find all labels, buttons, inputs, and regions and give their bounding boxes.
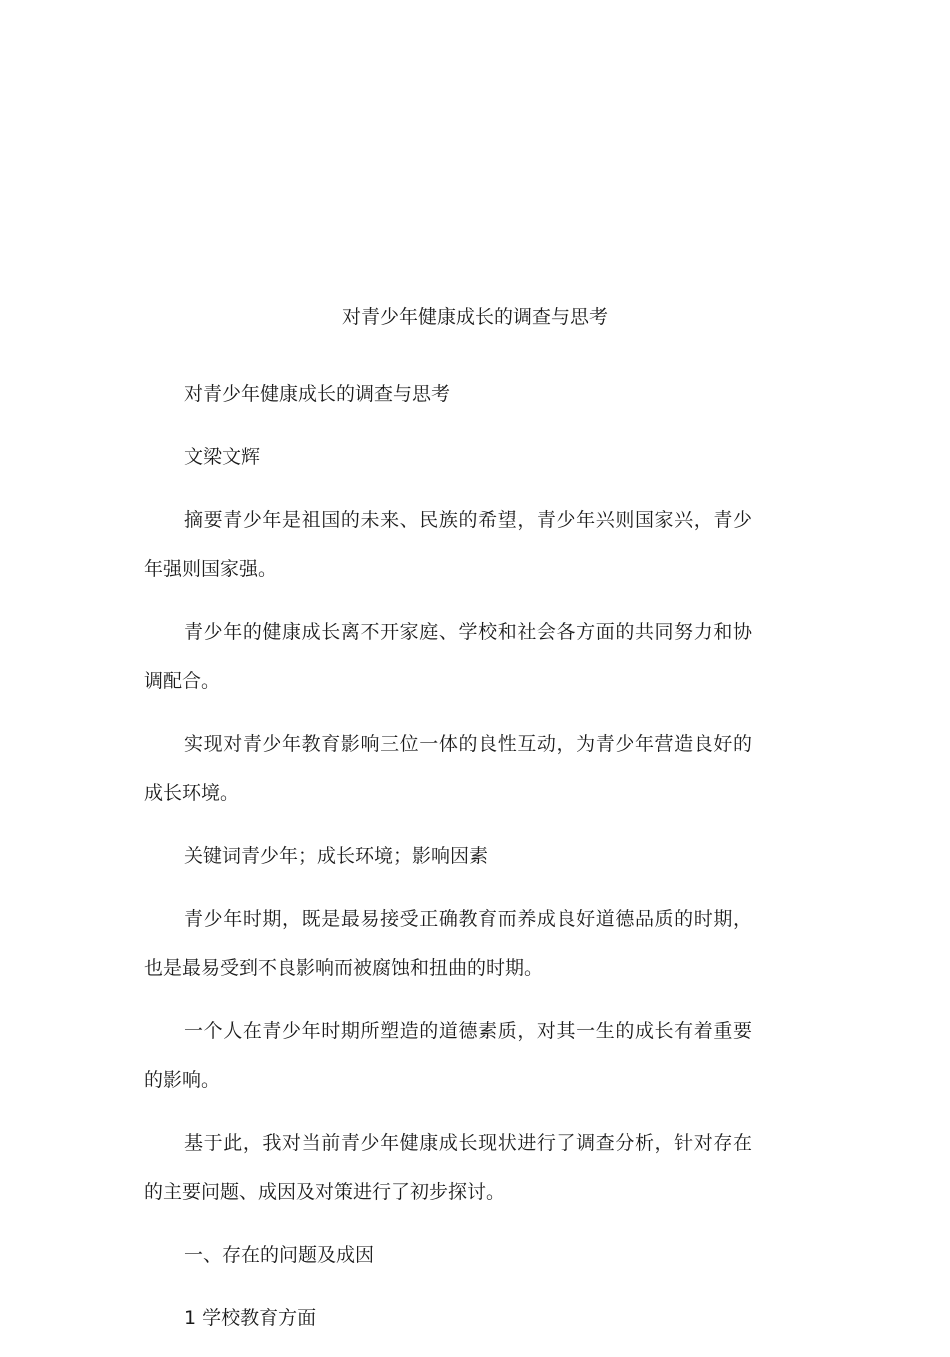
body-paragraph: 实现对青少年教育影响三位一体的良性互动，为青少年营造良好的成长环境。 — [144, 733, 752, 804]
body-paragraph: 基于此，我对当前青少年健康成长现状进行了调查分析，针对存在的主要问题、成因及对策进行了初步探讨。 — [144, 1132, 752, 1203]
subtitle: 对青少年健康成长的调查与思考 — [184, 383, 451, 405]
document-title: 对青少年健康成长的调查与思考 — [341, 306, 608, 328]
section-heading: 一、存在的问题及成因 — [184, 1244, 375, 1266]
abstract-paragraph: 摘要青少年是祖国的未来、民族的希望，青少年兴则国家兴，青少年强则国家强。 — [144, 509, 752, 580]
author: 文梁文辉 — [184, 446, 261, 468]
body-paragraph: 青少年的健康成长离不开家庭、学校和社会各方面的共同努力和协调配合。 — [144, 621, 752, 692]
document-body — [144, 370, 752, 1357]
body-paragraph: 一个人在青少年时期所塑造的道德素质，对其一生的成长有着重要的影响。 — [144, 1020, 752, 1091]
body-paragraph: 青少年时期，既是最易接受正确教育而养成良好道德品质的时期，也是最易受到不良影响而被腐蚀和扭曲的时期。 — [144, 908, 752, 979]
subsection-heading: 1 学校教育方面 — [184, 1307, 317, 1329]
keywords-paragraph: 关键词青少年；成长环境；影响因素 — [184, 845, 489, 867]
